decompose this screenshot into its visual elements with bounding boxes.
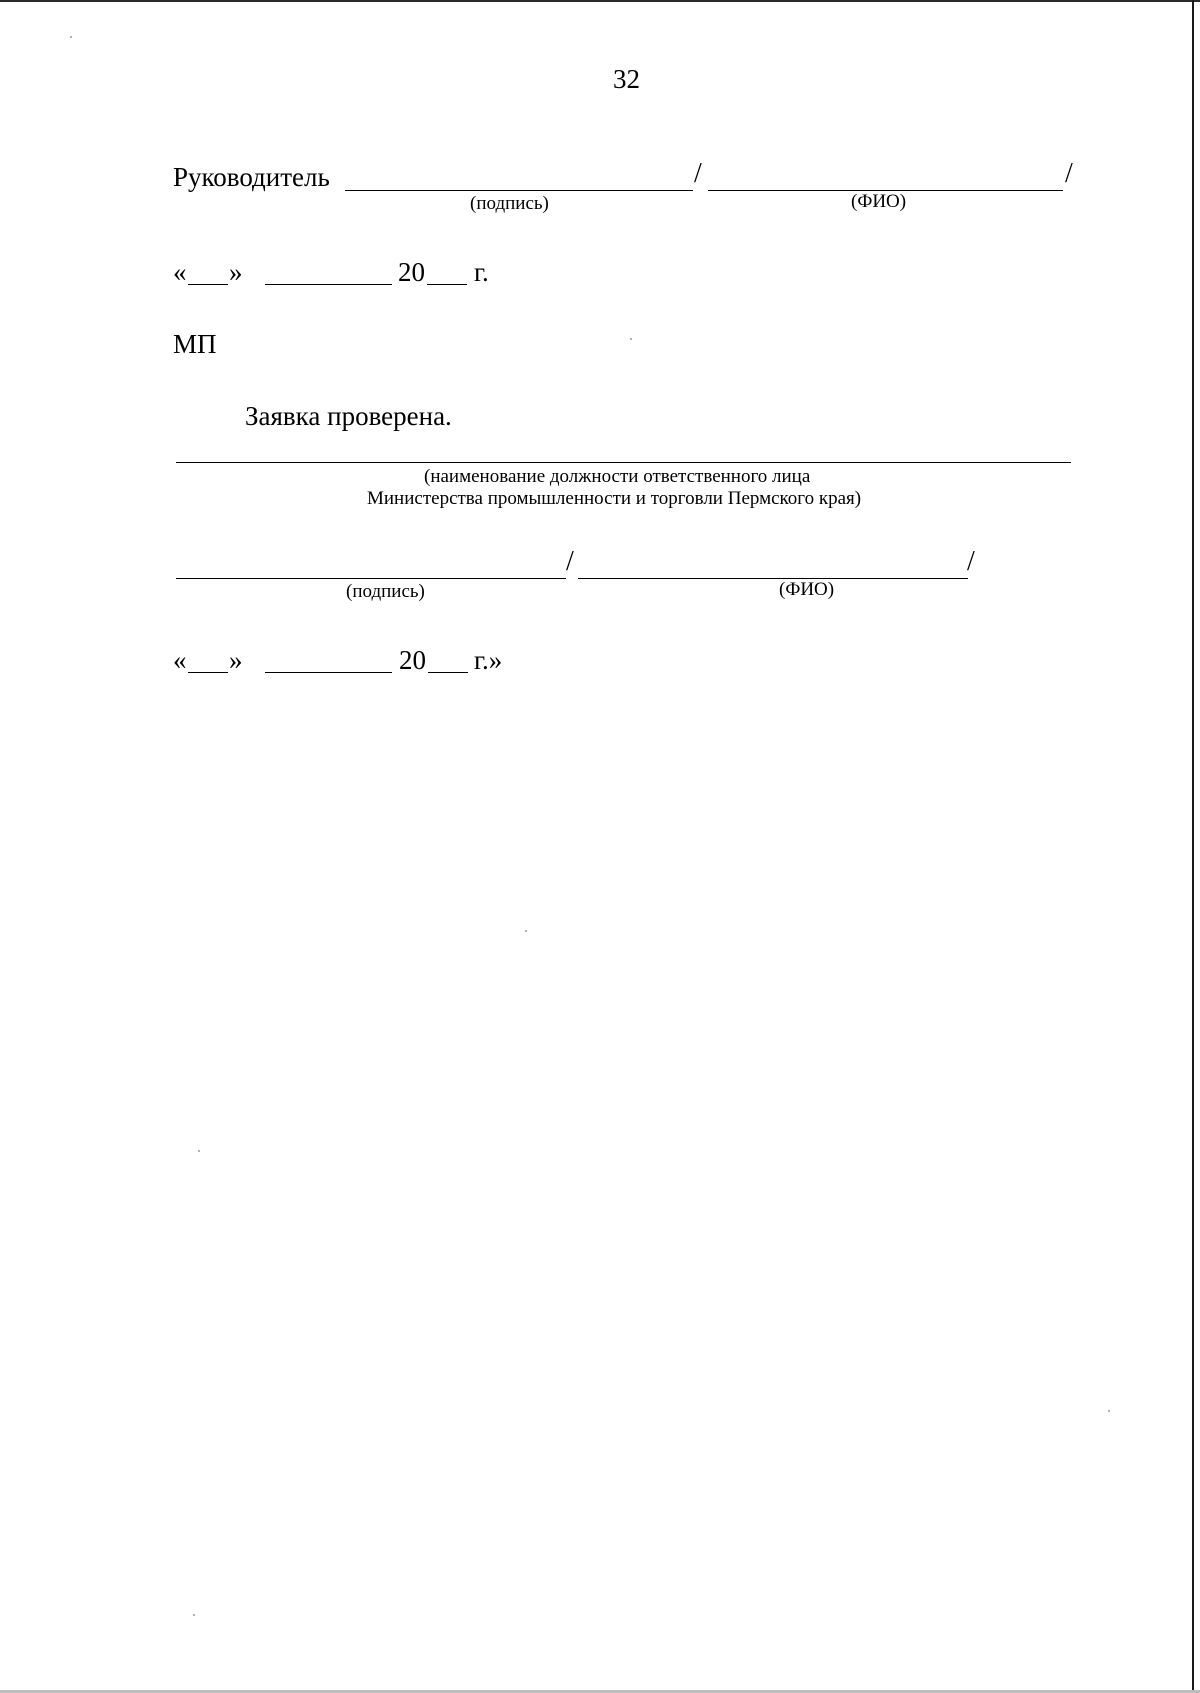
scan-speck [70,36,72,38]
year-line-1[interactable] [427,284,467,285]
day-line-2[interactable] [188,672,228,673]
year-prefix-2: 20 [399,645,426,675]
position-line[interactable] [176,462,1071,463]
date-close-quote-1: » [229,257,243,287]
name-caption-1: (ФИО) [851,191,907,212]
stamp-label: МП [173,329,217,359]
date-close-quote-2: » [229,645,243,675]
separator-slash-2a: / [566,546,574,577]
year-suffix-2: г.» [474,645,503,675]
year-prefix-1: 20 [398,257,425,287]
position-caption-line2: Министерства промышленности и торговли Пермского края) [367,488,862,509]
month-line-2[interactable] [265,672,392,673]
scan-speck [1108,1410,1110,1412]
name-line-2[interactable] [578,578,968,579]
scan-speck [198,1150,200,1152]
page-number: 32 [613,64,640,94]
verified-text: Заявка проверена. [245,401,452,431]
scan-edge-top [0,0,1200,2]
scan-speck [630,338,632,340]
signature-caption-2: (подпись) [346,581,425,602]
month-line-1[interactable] [265,284,392,285]
signature-line-2[interactable] [176,578,566,579]
date-open-quote-1: « [173,257,187,287]
scan-speck [193,1614,195,1616]
separator-slash-1a: / [694,158,702,189]
date-open-quote-2: « [173,645,187,675]
separator-slash-1b: / [1065,158,1073,189]
scan-speck [525,930,527,932]
day-line-1[interactable] [188,284,228,285]
name-caption-2: (ФИО) [779,579,835,600]
signature-line-1[interactable] [345,190,693,191]
scan-edge-right [1192,0,1194,1693]
year-suffix-1: г. [474,257,489,287]
director-label: Руководитель [173,162,330,192]
position-caption-line1: (наименование должности ответственного лица [424,466,811,487]
separator-slash-2b: / [967,546,975,577]
year-line-2[interactable] [428,672,468,673]
signature-caption-1: (подпись) [470,193,549,214]
